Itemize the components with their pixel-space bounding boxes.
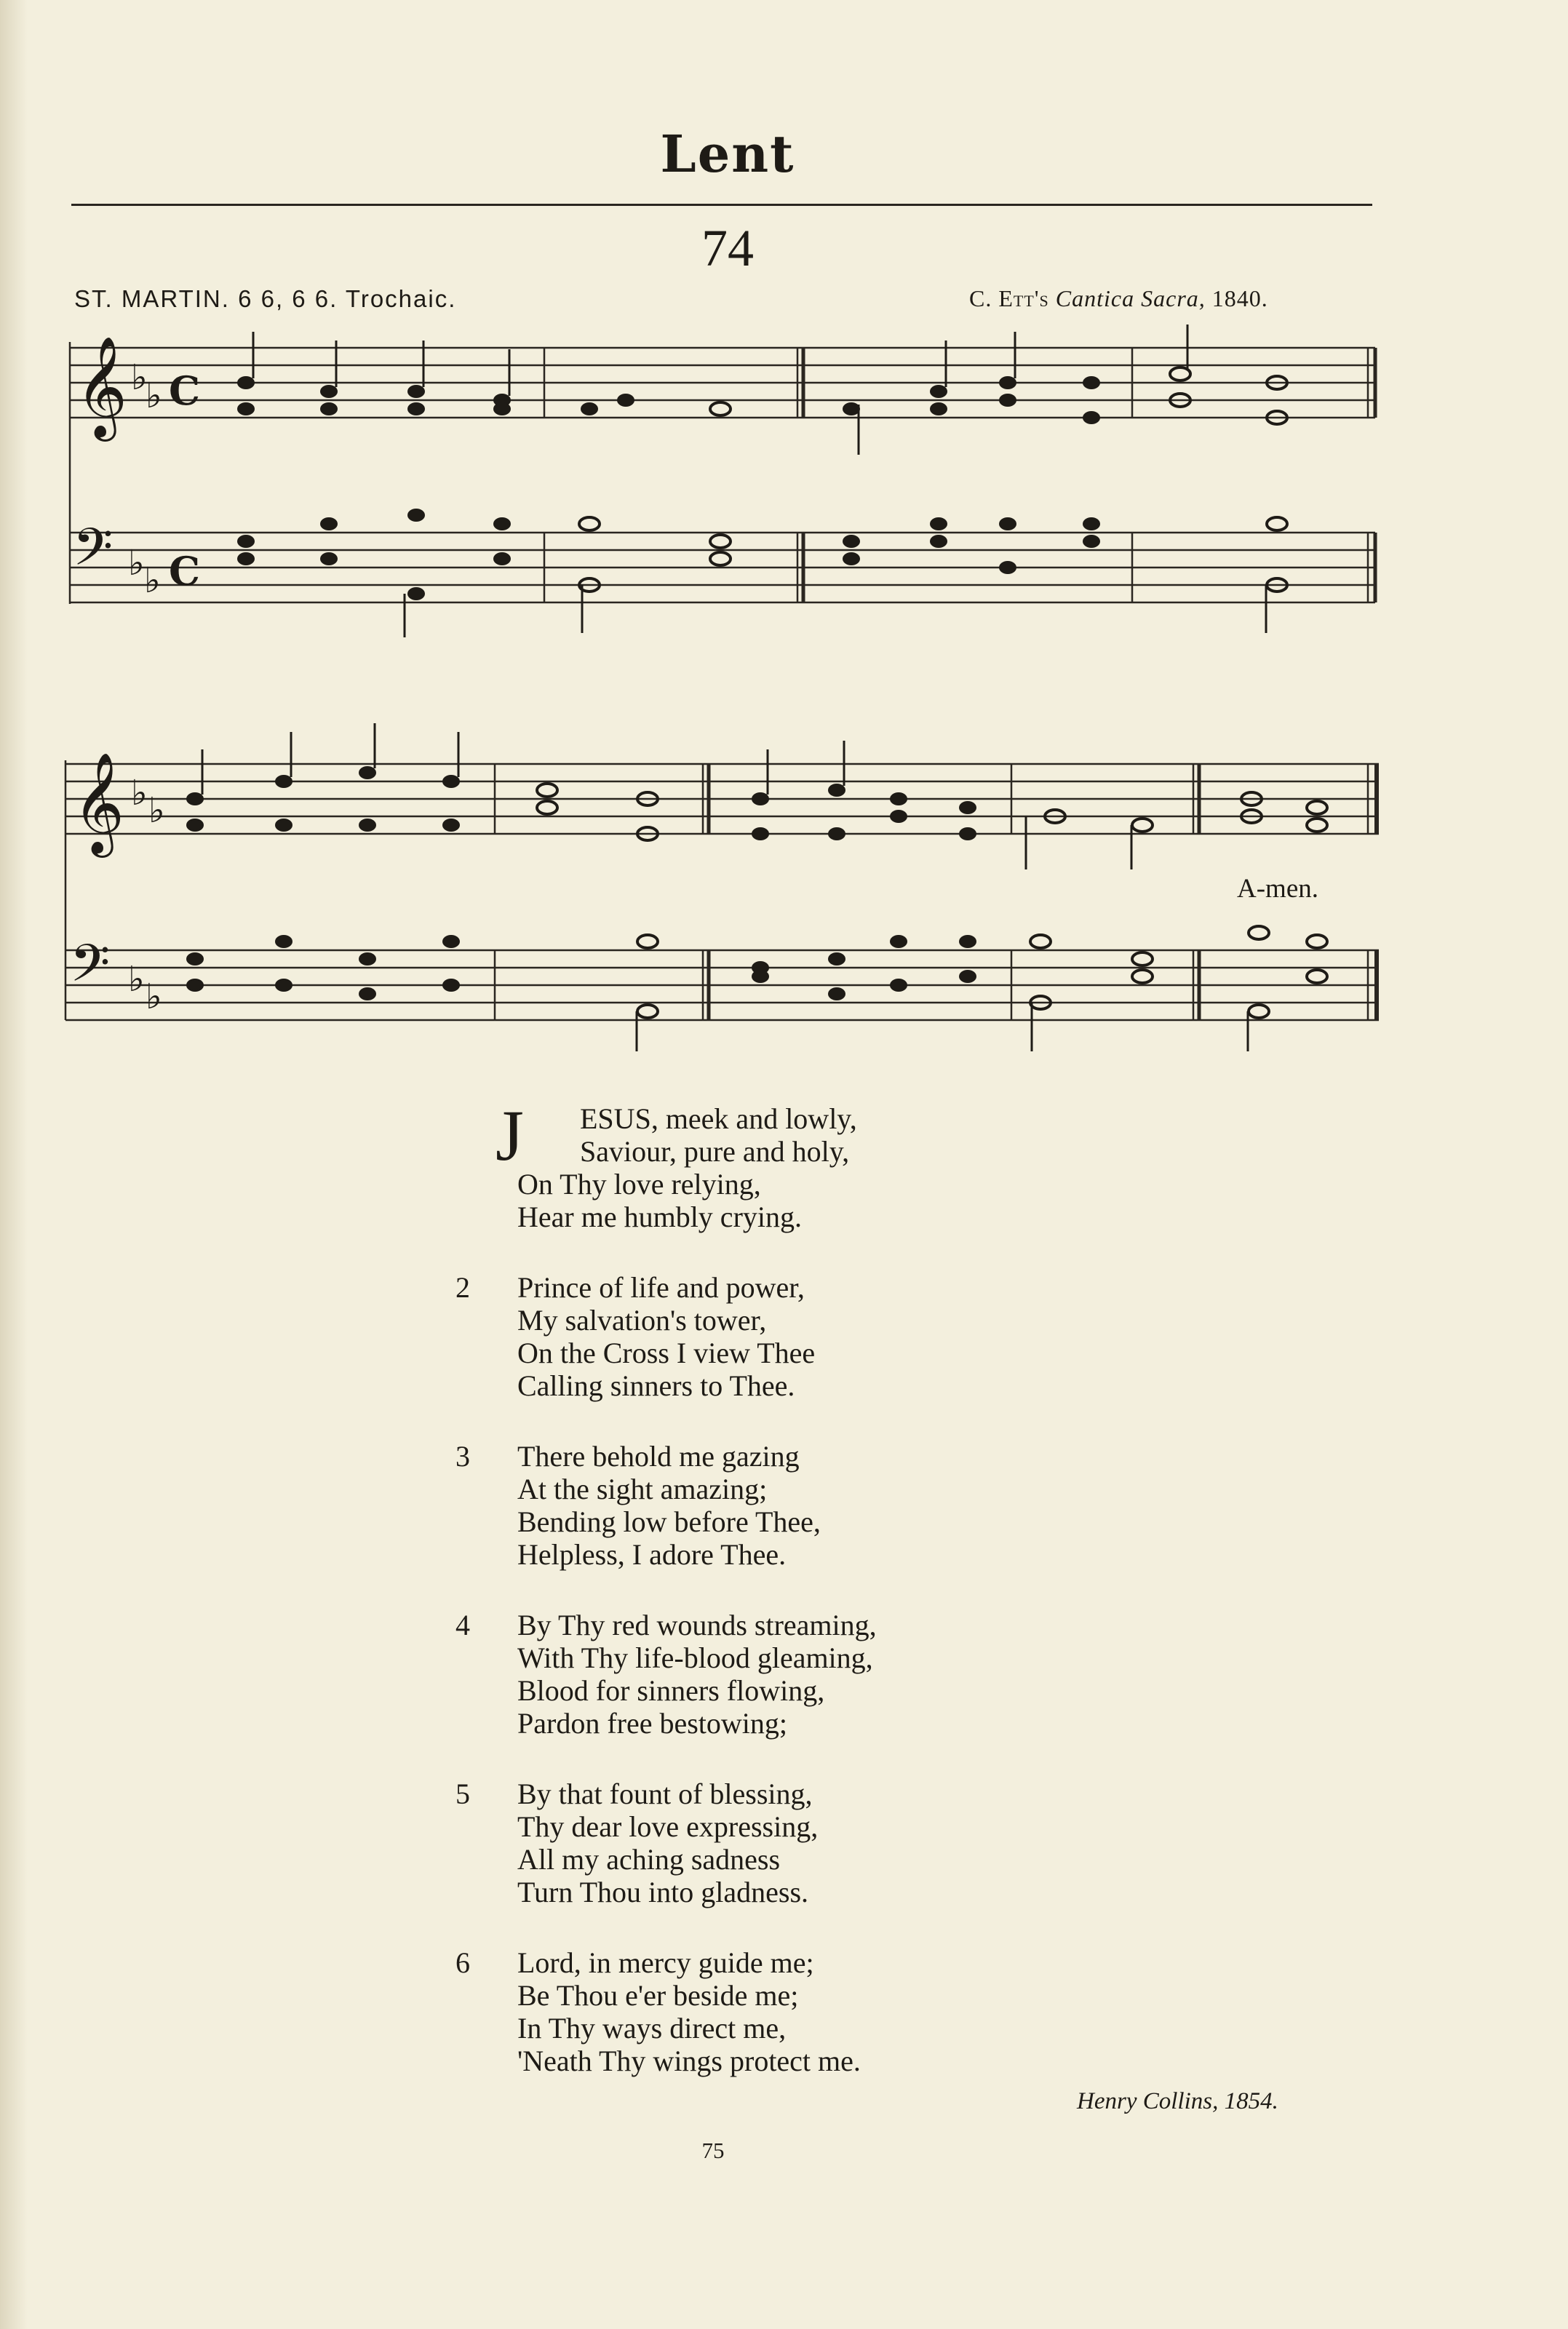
- hymn-number: 74: [701, 219, 754, 277]
- verse-number: 5: [455, 1777, 470, 1810]
- flat-icon: ♭: [131, 357, 148, 398]
- treble-clef-icon: 𝄞: [76, 336, 127, 437]
- verse-line: All my aching sadness: [517, 1843, 781, 1876]
- common-time-icon: C: [169, 367, 200, 414]
- svg-text:♭: ♭: [128, 543, 145, 584]
- svg-text:C: C: [169, 548, 200, 594]
- verse-3: [455, 1440, 877, 1571]
- svg-text:𝄢: 𝄢: [70, 933, 111, 1006]
- verse-number: 4: [455, 1609, 470, 1641]
- svg-text:𝄞: 𝄞: [73, 752, 124, 853]
- source-year: 1840.: [1211, 285, 1268, 311]
- note-heads: [186, 376, 1100, 1000]
- svg-text:♭: ♭: [131, 773, 148, 813]
- system2-bass-staff: [65, 950, 1379, 1020]
- verse-line: Calling sinners to Thee.: [517, 1369, 795, 1402]
- verse-line: ESUS, meek and lowly,: [580, 1102, 857, 1135]
- verse-number: 2: [455, 1271, 470, 1304]
- note-stems: [202, 325, 1266, 1051]
- section-title: Lent: [660, 124, 795, 184]
- system2-treble-staff: [65, 764, 1379, 834]
- verse-1: [477, 1095, 877, 1233]
- verse-line: Saviour, pure and holy,: [580, 1135, 850, 1168]
- verse-line: By Thy red wounds streaming,: [517, 1609, 877, 1641]
- svg-text:♭: ♭: [148, 790, 165, 831]
- verse-line: Bending low before Thee,: [517, 1505, 821, 1538]
- verse-line: Hear me humbly crying.: [517, 1201, 802, 1233]
- verse-line: My salvation's tower,: [517, 1304, 767, 1337]
- verse-number: 3: [455, 1440, 470, 1473]
- verse-line: Blood for sinners flowing,: [517, 1674, 825, 1707]
- page-number: 75: [701, 2138, 725, 2163]
- verse-line: Pardon free bestowing;: [517, 1707, 788, 1740]
- verse-line: By that fount of blessing,: [517, 1777, 813, 1810]
- author-credit: Henry Collins, 1854.: [1077, 2088, 1278, 2114]
- verse-line: With Thy life-blood gleaming,: [517, 1641, 873, 1674]
- verse-line: In Thy ways direct me,: [517, 2012, 787, 2045]
- verse-line: On the Cross I view Thee: [517, 1337, 816, 1369]
- tune-name-meter: ST. MARTIN. 6 6, 6 6. Trochaic.: [74, 285, 457, 312]
- verse-line: Thy dear love expressing,: [517, 1810, 819, 1843]
- verse-line: On Thy love relying,: [517, 1168, 761, 1201]
- verse-line: Helpless, I adore Thee.: [517, 1538, 787, 1571]
- bass-clef-icon: 𝄢: [73, 517, 114, 590]
- svg-text:♭: ♭: [128, 959, 145, 1000]
- svg-text:♭: ♭: [146, 375, 162, 416]
- verse-line: At the sight amazing;: [517, 1473, 768, 1505]
- verse-line: Be Thou e'er beside me;: [517, 1979, 799, 2012]
- verse-line: 'Neath Thy wings protect me.: [517, 2045, 861, 2077]
- source-composer: C. Ett's: [969, 285, 1049, 311]
- verse-line: There behold me gazing: [517, 1440, 800, 1473]
- half-notes: [537, 367, 1327, 1018]
- svg-text:♭: ♭: [146, 976, 162, 1017]
- verse-line: Prince of life and power,: [517, 1271, 805, 1304]
- verse-2: [455, 1271, 877, 1402]
- verse-line: Lord, in mercy guide me;: [517, 1946, 814, 1979]
- source-work: Cantica Sacra,: [1055, 285, 1206, 311]
- system1-bass-staff: [70, 533, 1375, 602]
- svg-text:♭: ♭: [144, 560, 161, 601]
- drop-cap: J: [496, 1095, 524, 1176]
- verse-4: [455, 1609, 877, 1740]
- verse-number: 6: [455, 1946, 470, 1979]
- verse-line: Turn Thou into gladness.: [517, 1876, 809, 1908]
- hymn-verses: [455, 1095, 877, 2115]
- verse-6: [455, 1946, 877, 2077]
- verse-5: [455, 1777, 877, 1908]
- amen-label: A-men.: [1237, 874, 1318, 904]
- music-score: [0, 0, 1568, 1055]
